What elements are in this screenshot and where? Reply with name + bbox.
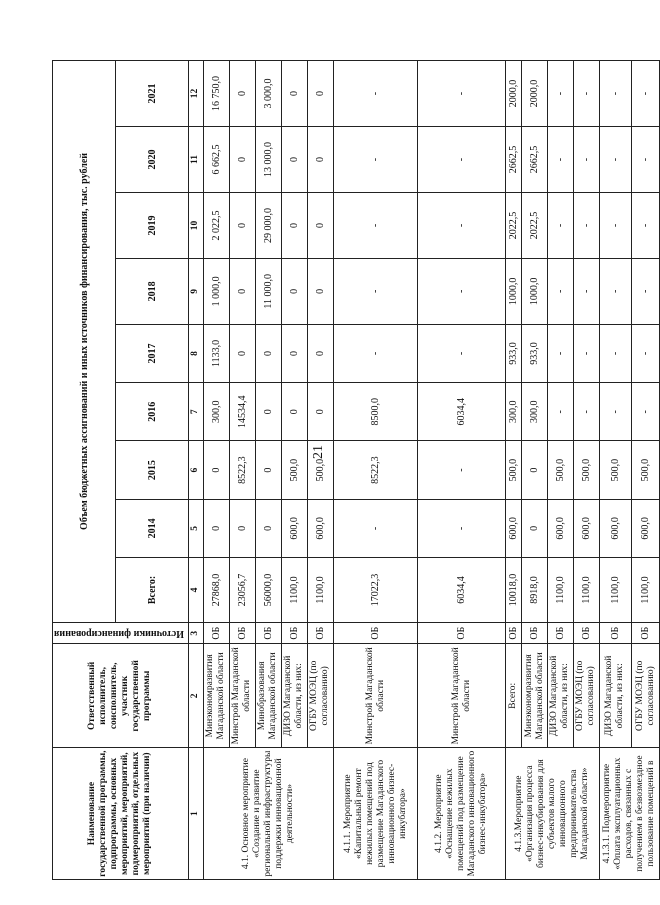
row-executor: ОГБУ МОЭЦ (по согласованию) [632, 644, 660, 748]
value-cell: 2662,5 [522, 127, 548, 193]
value-cell: 0 [229, 127, 255, 193]
value-cell: - [333, 127, 418, 193]
header-funding-group: Объем бюджетных ассигнований и иных источников финансирования, тыс. рублей [53, 61, 116, 623]
value-cell: 600,0 [599, 499, 631, 557]
value-cell: 0 [522, 499, 548, 557]
index-cell: 12 [188, 61, 203, 127]
value-cell: 0 [307, 383, 333, 441]
value-cell: 0 [307, 61, 333, 127]
value-cell: 1100,0 [281, 558, 307, 623]
value-cell: 6034,4 [418, 558, 505, 623]
row-executor: ДИЗО Магаданской области, из них: [548, 644, 574, 748]
header-name: Наименование государственной программы, подпрограммы, основных мероприятий, мероприятий, подмероприятий, отдельных мероприятий (при наличии) [53, 748, 189, 880]
index-cell: 8 [188, 324, 203, 382]
value-cell: 500,0 [632, 441, 660, 499]
header-year: 2014 [116, 499, 189, 557]
index-cell: 10 [188, 192, 203, 258]
row-source: ОБ [599, 622, 631, 644]
value-cell: 300,0 [203, 383, 229, 441]
value-cell: 11 000,0 [255, 258, 281, 324]
value-cell: - [632, 324, 660, 382]
value-cell: 0 [522, 441, 548, 499]
value-cell: 6 662,5 [203, 127, 229, 193]
row-source: ОБ [522, 622, 548, 644]
index-cell: 9 [188, 258, 203, 324]
value-cell: 0 [255, 383, 281, 441]
value-cell: 500,0 [599, 441, 631, 499]
value-cell: - [418, 61, 505, 127]
index-row [188, 61, 203, 880]
row-source: ОБ [548, 622, 574, 644]
value-cell: 16 750,0 [203, 61, 229, 127]
value-cell: 0 [255, 499, 281, 557]
index-cell: 5 [188, 499, 203, 557]
value-cell: 0 [229, 258, 255, 324]
table-row [203, 61, 229, 880]
value-cell: 17022,3 [333, 558, 418, 623]
value-cell: 14534,4 [229, 383, 255, 441]
value-cell: 1000,0 [505, 258, 522, 324]
header-year: 2019 [116, 192, 189, 258]
value-cell: 300,0 [522, 383, 548, 441]
value-cell: - [599, 258, 631, 324]
value-cell: 500,0 [281, 441, 307, 499]
row-executor: Минстрой Магаданской области [333, 644, 418, 748]
value-cell: 0 [203, 499, 229, 557]
value-cell: - [599, 61, 631, 127]
value-cell: 500,0 [548, 441, 574, 499]
value-cell: 600,0 [573, 499, 599, 557]
table-row [599, 61, 631, 880]
header-source [53, 622, 189, 644]
value-cell: 56000,0 [255, 558, 281, 623]
row-source: ОБ [573, 622, 599, 644]
row-source: ОБ [632, 622, 660, 644]
table-row [505, 61, 522, 880]
value-cell: 0 [281, 127, 307, 193]
row-source: ОБ [281, 622, 307, 644]
index-cell: 2 [188, 644, 203, 748]
value-cell: 1133,0 [203, 324, 229, 382]
value-cell: 0 [255, 324, 281, 382]
value-cell: 0 [229, 61, 255, 127]
row-name: 4.1.3.1. Подмероприятие «Оплата эксплуатационных расходов, связанных с получением в безвозмездное пользование помещений в [599, 748, 659, 880]
row-executor: Минстрой Магаданской области [229, 644, 255, 748]
value-cell: 0 [281, 324, 307, 382]
value-cell: - [548, 127, 574, 193]
row-name: 4.1.3.Мероприятие «Организация процесса бизнес-инкубирования для субъектов малого инновационного предпринимательства Магаданской области» [505, 748, 599, 880]
row-source: ОБ [229, 622, 255, 644]
row-executor: Минстрой Магаданской области [418, 644, 505, 748]
value-cell: - [333, 192, 418, 258]
row-source: ОБ [255, 622, 281, 644]
index-cell: 3 [188, 622, 203, 644]
value-cell: 0 [281, 258, 307, 324]
value-cell: - [573, 258, 599, 324]
index-cell: 7 [188, 383, 203, 441]
value-cell: 0 [281, 61, 307, 127]
value-cell: - [548, 383, 574, 441]
value-cell: 29 000,0 [255, 192, 281, 258]
value-cell: 2662,5 [505, 127, 522, 193]
value-cell: 3 000,0 [255, 61, 281, 127]
row-executor: Всего: [505, 644, 522, 748]
value-cell: 1000,0 [522, 258, 548, 324]
index-cell: 1 [188, 748, 203, 880]
value-cell: 1100,0 [573, 558, 599, 623]
value-cell: - [418, 441, 505, 499]
value-cell: 600,0 [505, 499, 522, 557]
value-cell: - [632, 127, 660, 193]
value-cell: - [573, 324, 599, 382]
value-cell: - [418, 127, 505, 193]
row-source: ОБ [203, 622, 229, 644]
funding-table [52, 60, 660, 880]
row-executor: ДИЗО Магаданской области, из них: [281, 644, 307, 748]
row-source: ОБ [333, 622, 418, 644]
row-name: 4.1. Основное мероприятие «Создание и развитие региональной инфраструктуры поддержки инновационной деятельности» [203, 748, 333, 880]
value-cell: 1100,0 [548, 558, 574, 623]
value-cell: 0 [281, 383, 307, 441]
value-cell: 6034,4 [418, 383, 505, 441]
row-name: 4.1.2. Мероприятие «Оснащение нежилых помещений под размещение Магаданского инновационного бизнес-инкубатора» [418, 748, 505, 880]
table-row [418, 61, 505, 880]
index-cell: 6 [188, 441, 203, 499]
row-executor: Минобразования Магаданской области [255, 644, 281, 748]
page-number: 21 [311, 445, 326, 459]
value-cell: 8522,3 [333, 441, 418, 499]
row-executor: Минэкономразвития Магаданской области [203, 644, 229, 748]
value-cell: 1100,0 [632, 558, 660, 623]
value-cell: - [599, 383, 631, 441]
row-executor: ДИЗО Магаданской области, из них: [599, 644, 631, 748]
value-cell: - [548, 192, 574, 258]
value-cell: - [632, 383, 660, 441]
value-cell: - [573, 383, 599, 441]
value-cell: - [548, 324, 574, 382]
value-cell: - [573, 192, 599, 258]
value-cell: - [632, 192, 660, 258]
value-cell: - [333, 499, 418, 557]
value-cell: 10018,0 [505, 558, 522, 623]
header-year: 2017 [116, 324, 189, 382]
value-cell: 27868,0 [203, 558, 229, 623]
header-executor: Ответственный исполнитель, соисполнитель, участник государственной программы [53, 644, 189, 748]
table-row [333, 61, 418, 880]
value-cell: - [418, 499, 505, 557]
header-year: 2015 [116, 441, 189, 499]
value-cell: 0 [307, 324, 333, 382]
value-cell: - [599, 127, 631, 193]
value-cell: 600,0 [548, 499, 574, 557]
header-year: 2016 [116, 383, 189, 441]
value-cell: 8500,0 [333, 383, 418, 441]
value-cell: 13 000,0 [255, 127, 281, 193]
value-cell: 23056,7 [229, 558, 255, 623]
value-cell: - [548, 258, 574, 324]
row-source: ОБ [505, 622, 522, 644]
value-cell: 0 [229, 499, 255, 557]
value-cell: 0 [281, 192, 307, 258]
header-source-label: Источники финансирования [54, 627, 184, 639]
value-cell: - [333, 258, 418, 324]
value-cell: - [599, 324, 631, 382]
value-cell: - [632, 61, 660, 127]
value-cell: 933,0 [522, 324, 548, 382]
value-cell: 0 [307, 258, 333, 324]
index-cell: 11 [188, 127, 203, 193]
row-source: ОБ [418, 622, 505, 644]
value-cell: 1100,0 [307, 558, 333, 623]
row-executor: ОГБУ МОЭЦ (по согласованию) [307, 644, 333, 748]
value-cell: 2000,0 [505, 61, 522, 127]
value-cell: 0 [255, 441, 281, 499]
value-cell: 1 000,0 [203, 258, 229, 324]
row-executor: ОГБУ МОЭЦ (по согласованию) [573, 644, 599, 748]
value-cell: 8918,0 [522, 558, 548, 623]
value-cell: - [548, 61, 574, 127]
value-cell: 1100,0 [599, 558, 631, 623]
value-cell: 600,0 [281, 499, 307, 557]
value-cell: - [632, 258, 660, 324]
header-year: 2020 [116, 127, 189, 193]
header-year: 2021 [116, 61, 189, 127]
value-cell: 933,0 [505, 324, 522, 382]
value-cell: 500,0 [307, 441, 333, 499]
row-source: ОБ [307, 622, 333, 644]
value-cell: 0 [307, 192, 333, 258]
value-cell: - [573, 61, 599, 127]
value-cell: 500,0 [573, 441, 599, 499]
value-cell: 2000,0 [522, 61, 548, 127]
value-cell: - [599, 192, 631, 258]
value-cell: 2 022,5 [203, 192, 229, 258]
value-cell: - [333, 324, 418, 382]
value-cell: 2022,5 [505, 192, 522, 258]
value-cell: 0 [203, 441, 229, 499]
value-cell: 8522,3 [229, 441, 255, 499]
rotated-table-wrapper [52, 60, 656, 880]
value-cell: 300,0 [505, 383, 522, 441]
index-cell: 4 [188, 558, 203, 623]
row-name: 4.1.1. Мероприятие «Капитальный ремонт нежилых помещений под размещение Магаданского инновационного бизнес-инкубатора» [333, 748, 418, 880]
value-cell: 500,0 [505, 441, 522, 499]
value-cell: 600,0 [307, 499, 333, 557]
header-year: 2018 [116, 258, 189, 324]
value-cell: - [418, 258, 505, 324]
row-executor: Минэкономразвития Магаданской области [522, 644, 548, 748]
value-cell: 0 [229, 192, 255, 258]
value-cell: 600,0 [632, 499, 660, 557]
value-cell: 0 [229, 324, 255, 382]
value-cell: 0 [307, 127, 333, 193]
value-cell: - [418, 324, 505, 382]
value-cell: - [418, 192, 505, 258]
value-cell: - [573, 127, 599, 193]
header-year: Всего: [116, 558, 189, 623]
value-cell: 2022,5 [522, 192, 548, 258]
value-cell: - [333, 61, 418, 127]
